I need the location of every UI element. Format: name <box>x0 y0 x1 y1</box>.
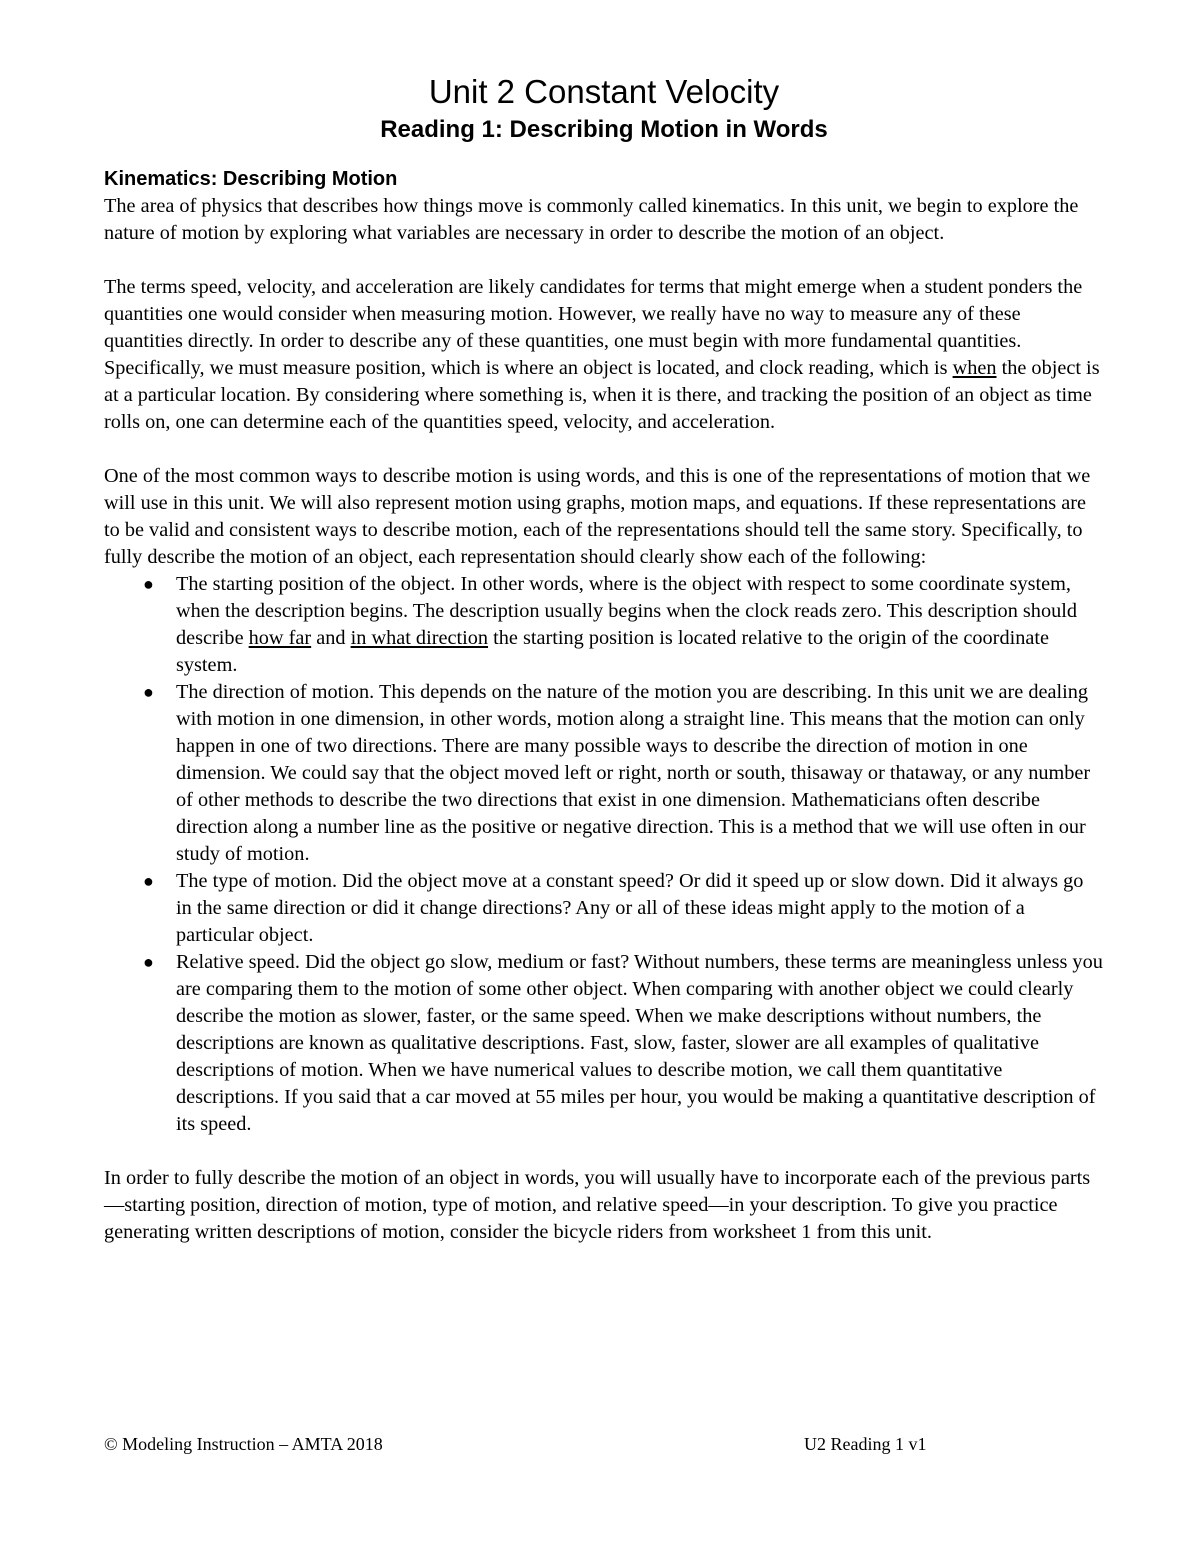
paragraph-conclusion: In order to fully describe the motion of an object in words, you will usually have to incorporate each of the previous parts—starting position, direction of motion, type of motion, and relative speed—in your description. To give you practice generating written descriptions of motion, consider the bicycle riders from worksheet 1 from this unit. <box>104 1166 1091 1243</box>
footer-version: U2 Reading 1 v1 <box>804 1434 927 1454</box>
list-item <box>143 571 1104 679</box>
bullet-marker: ● <box>143 573 154 594</box>
paragraph-quantities <box>104 274 1104 436</box>
paragraph-intro: The area of physics that describes how things move is commonly called kinematics. In this unit, we begin to explore the nature of motion by exploring what variables are necessary in order to describe the motion of an object. <box>104 194 1079 244</box>
paragraph-text: The terms speed, velocity, and acceleration are likely candidates for terms that might emerge when a student ponders the quantities one would consider when measuring motion. However, we really have no way to measure any of these quantities directly. In order to describe any of these quantities, one must begin with more fundamental quantities. Specifically, we must measure position, which is where an object is located, and clock reading, which is <box>104 275 1083 379</box>
bullet-marker: ● <box>143 951 154 972</box>
list-item <box>143 949 1104 1138</box>
underlined-phrase: how far <box>248 626 312 649</box>
page-title: Unit 2 Constant Velocity <box>428 73 780 110</box>
section-heading: Kinematics: Describing Motion <box>104 168 398 190</box>
bullet-marker: ● <box>143 870 154 891</box>
bullet-list <box>104 571 1104 1138</box>
page-subtitle: Reading 1: Describing Motion in Words <box>380 116 828 143</box>
list-item-text: the starting position is located relative to the origin of the coordinate system. <box>176 626 1049 676</box>
underlined-word: when <box>952 356 997 379</box>
footer-copyright: © Modeling Instruction – AMTA 2018 <box>104 1434 383 1454</box>
list-item-text: Relative speed. Did the object go slow, medium or fast? Without numbers, these terms are meaningless unless you are comparing them to the motion of some other object. When comparing with another object we could clearly describe the motion as slower, faster, or the same speed. When we make descriptions without numbers, the descriptions are known as qualitative descriptions. Fast, slow, faster, slower are all examples of qualitative descriptions of motion. When we have numerical values to describe motion, we call them quantitative descriptions. If you said that a car moved at 55 miles per hour, you would be making a quantitative description of its speed. <box>176 950 1103 1135</box>
list-item <box>143 679 1104 868</box>
list-item-text: The direction of motion. This depends on the nature of the motion you are describing. In this unit we are dealing with motion in one dimension, in other words, motion along a straight line. This means that the motion can only happen in one of two directions. There are many possible ways to describe the direction of motion in one dimension. We could say that the object moved left or right, north or south, thisaway or thataway, or any number of other methods to describe the two directions that exist in one dimension. Mathematicians often describe direction along a number line as the positive or negative direction. This is a method that we will use often in our study of motion. <box>176 680 1091 865</box>
paragraph-representations: One of the most common ways to describe motion is using words, and this is one of the representations of motion that we will use in this unit. We will also represent motion using graphs, motion maps, and equations. If these representations are to be valid and consistent ways to describe motion, each of the representations should tell the same story. Specifically, to fully describe the motion of an object, each representation should clearly show each of the following: <box>104 464 1091 568</box>
paragraph-text: the object is at a particular location. By considering where something is, when it is there, and tracking the position of an object as time rolls on, one can determine each of the quantities speed, velocity, and acceleration. <box>104 356 1100 433</box>
bullet-marker: ● <box>143 681 154 702</box>
list-item-text: The type of motion. Did the object move at a constant speed? Or did it speed up or slow down. Did it always go in the same direction or did it change directions? Any or all of these ideas might apply to the motion of a particular object. <box>176 869 1084 946</box>
list-item-text: The starting position of the object. In other words, where is the object with respect to some coordinate system, when the description begins. The description usually begins when the clock reads zero. This description should describe <box>176 572 1078 649</box>
document-page <box>104 70 1104 1246</box>
underlined-phrase: in what direction <box>350 626 489 649</box>
list-item <box>143 868 1104 949</box>
list-item-text: and <box>311 626 351 649</box>
